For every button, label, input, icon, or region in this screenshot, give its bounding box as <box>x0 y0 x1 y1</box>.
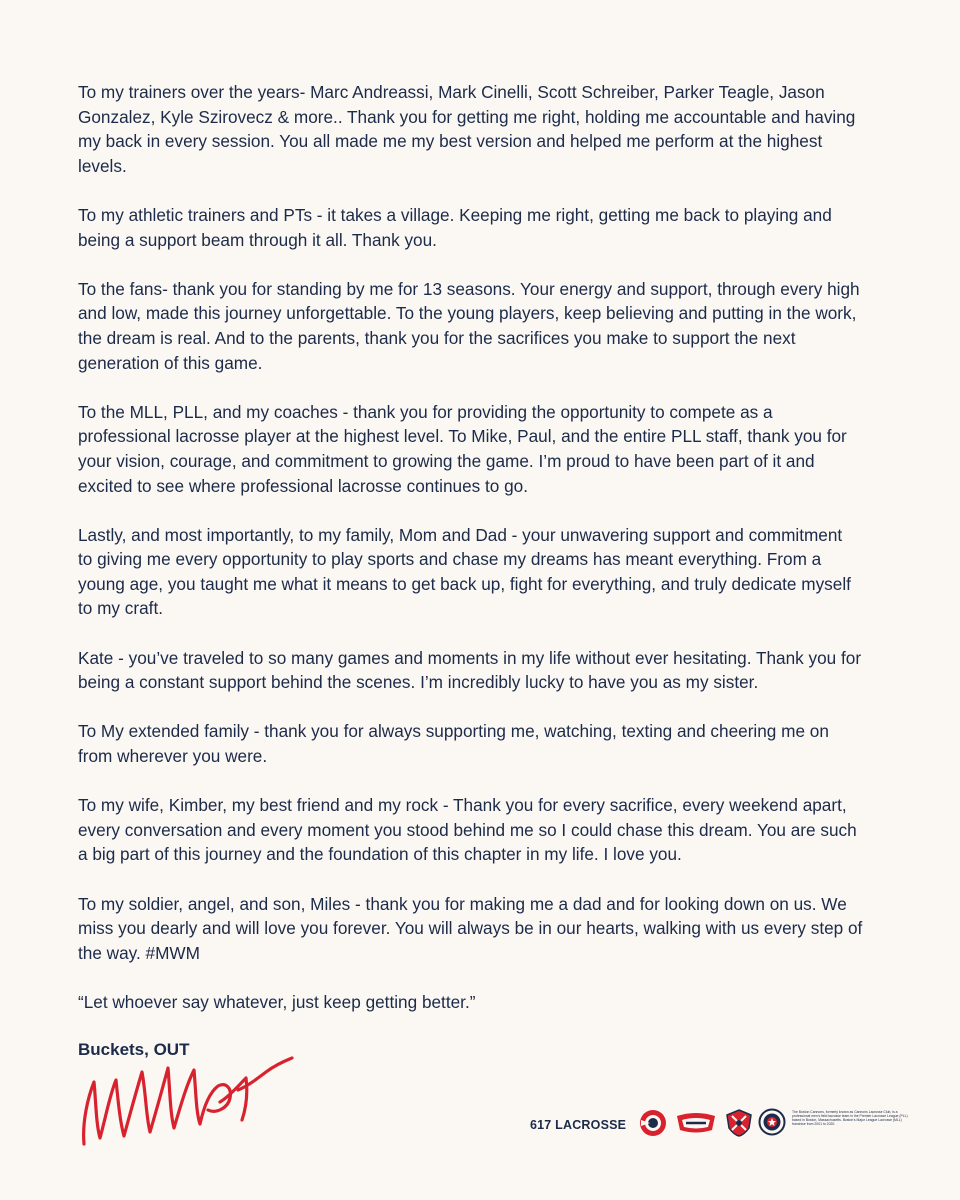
paragraph-parents: Lastly, and most importantly, to my family, Mom and Dad - your unwavering support and commitment to giving me every opportunity to play sports and chase my dreams has meant everything. From a young age, you taught me what it means to get back up, fight for everything, and truly dedicate myself to my craft. <box>78 524 851 619</box>
signature <box>70 1042 300 1152</box>
fineprint: The Boston Cannons, formerly known as Cannons Lacrosse Club, is a professional men's field lacrosse team in the Premier Lacrosse League (PLL) based in Boston, Massachusetts. Boston's Major League Lacrosse (MLL) franchise from 2001 to 2020. <box>792 1110 908 1126</box>
shield-crossed-sticks-logo-icon <box>724 1108 754 1138</box>
cannons-wordmark-logo-icon <box>674 1108 718 1138</box>
round-seal-logo-icon <box>758 1108 786 1136</box>
footer-logos <box>530 1108 910 1148</box>
paragraph-athletic-trainers: To my athletic trainers and PTs - it takes a village. Keeping me right, getting me back to playing and being a support beam through it all. Thank you. <box>78 204 832 250</box>
paragraph-leagues: To the MLL, PLL, and my coaches - thank you for providing the opportunity to compete as a professional lacrosse player at the highest level. To Mike, Paul, and the entire PLL staff, thank you for your vision, courage, and commitment to growing the game. I’m proud to have been part of it and excited to see where professional lacrosse continues to go. <box>78 401 847 496</box>
paragraph-sister: Kate - you’ve traveled to so many games and moments in my life without ever hesitating. Thank you for being a constant support behind the scenes. I’m incredibly lucky to have you as my sister. <box>78 647 862 693</box>
paragraph-wife: To my wife, Kimber, my best friend and my rock - Thank you for every sacrifice, every weekend apart, every conversation and every moment you stood behind me so I could chase this dream. You are such a big part of this journey and the foundation of this chapter in my life. I love you. <box>78 795 857 865</box>
paragraph-son: To my soldier, angel, and son, Miles - thank you for making me a dad and for looking down on us. We miss you dearly and will love you forever. You will always be in our hearts, walking with us every step of the way. #MWM <box>78 893 863 963</box>
letter-body <box>78 80 890 1039</box>
cannons-logo-icon <box>638 1108 668 1138</box>
paragraph-extended-family: To My extended family - thank you for always supporting me, watching, texting and cheering me on from wherever you were. <box>78 721 829 767</box>
closing-quote: “Let whoever say whatever, just keep getting better.” <box>78 991 476 1012</box>
signoff: Buckets, OUT <box>78 1040 190 1059</box>
paragraph-trainers: To my trainers over the years- Marc Andreassi, Mark Cinelli, Scott Schreiber, Parker Teagle, Jason Gonzalez, Kyle Szirovecz & more.. Thank you for getting me right, holding me accountable and having my back in every session. You all made me my best version and helped me perform at the highest levels. <box>78 82 856 176</box>
brand-617-lacrosse: 617 LACROSSE <box>530 1118 627 1132</box>
paragraph-fans: To the fans- thank you for standing by me for 13 seasons. Your energy and support, through every high and low, made this journey unforgettable. To the young players, keep believing and putting in the work, the dream is real. And to the parents, thank you for the sacrifices you make to support the next generation of this game. <box>78 278 860 373</box>
